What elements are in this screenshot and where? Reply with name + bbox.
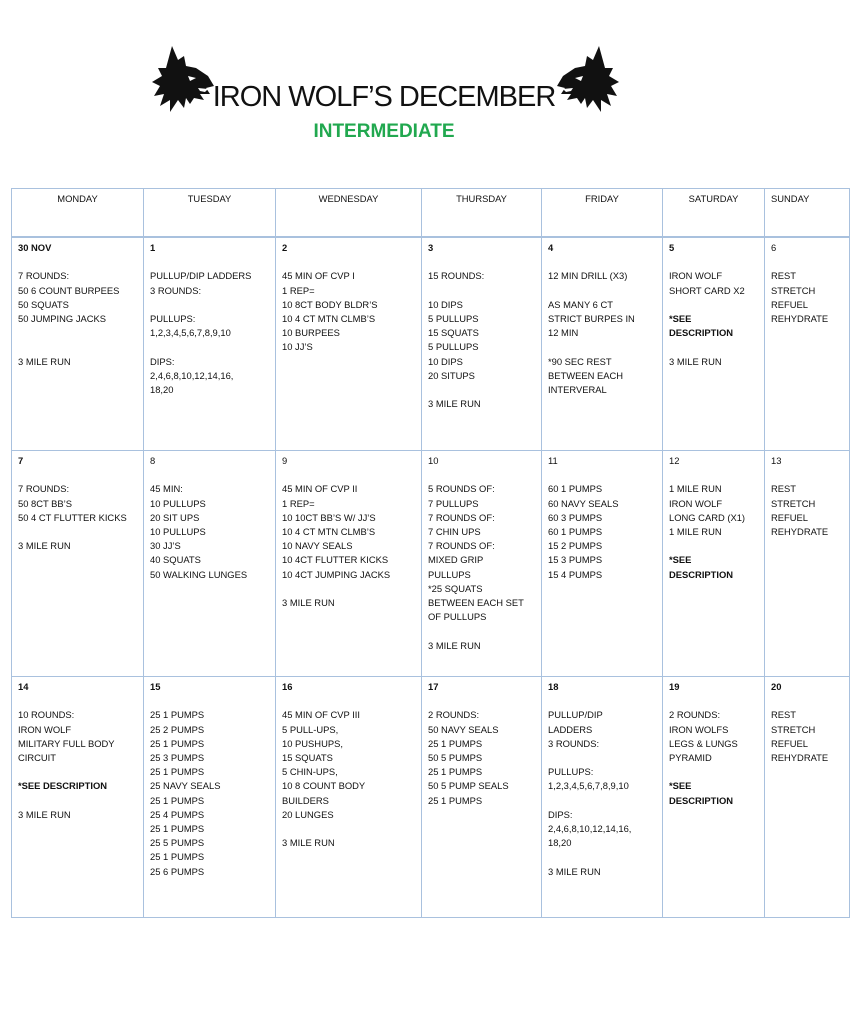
page-header (0, 0, 768, 180)
workout-line: 30 JJ’S (150, 540, 181, 552)
workout-calendar (11, 188, 850, 918)
workout-line (771, 468, 843, 482)
workout-line: PULLUP/DIP (548, 709, 603, 721)
workout-line (18, 694, 137, 708)
workout-line: 50 4 CT FLUTTER KICKS (18, 511, 127, 523)
workout-line: 10 4 CT MTN CLMB’S (282, 313, 376, 324)
workout-line: 3 MILE RUN (18, 355, 71, 367)
day-number: 12 (669, 455, 680, 466)
calendar-day-cell (276, 451, 422, 677)
workout-line: MILITARY FULL BODY (18, 737, 115, 749)
calendar-day-cell (765, 677, 850, 918)
calendar-day-cell (144, 677, 276, 918)
day-number: 14 (18, 681, 29, 692)
workout-line: 15 3 PUMPS (548, 554, 603, 566)
workout-line: PULLUPS (428, 568, 471, 580)
workout-line: DESCRIPTION (669, 327, 734, 339)
workout-line (669, 694, 758, 708)
workout-line: 10 8CT BODY BLDR’S (282, 298, 378, 310)
workout-line: 7 ROUNDS: (18, 483, 70, 495)
day-number: 2 (282, 242, 288, 253)
workout-line (771, 694, 843, 708)
workout-line: 3 MILE RUN (282, 837, 335, 849)
workout-line: 50 5 PUMPS (428, 752, 483, 763)
workout-line: 18,20 (548, 837, 572, 849)
workout-line: IRON WOLF (669, 497, 723, 509)
day-number: 8 (150, 455, 156, 466)
workout-line: REST (771, 270, 797, 282)
workout-line (548, 255, 656, 269)
workout-line: 15 4 PUMPS (548, 568, 603, 580)
workout-line: 20 SITUPS (428, 369, 475, 381)
workout-line (548, 850, 656, 864)
workout-line: REFUEL (771, 737, 808, 749)
day-number: 16 (282, 681, 293, 692)
workout-line: 10 4CT FLUTTER KICKS (282, 554, 389, 566)
workout-line (282, 468, 415, 482)
workout-line: 10 PULLUPS (150, 497, 206, 509)
workout-line: 5 CHIN-UPS, (282, 766, 338, 778)
day-number: 30 NOV (18, 242, 52, 253)
workout-line: IRON WOLF (18, 723, 72, 735)
workout-line: 25 1 PUMPS (150, 823, 205, 835)
workout-line: 50 8CT BB’S (18, 497, 73, 509)
calendar-day-cell (663, 451, 765, 677)
workout-line (428, 468, 535, 482)
workout-line: 25 1 PUMPS (150, 851, 205, 863)
workout-line: 5 PULL-UPS, (282, 723, 339, 735)
workout-line: 10 4CT JUMPING JACKS (282, 568, 391, 580)
workout-line: LADDERS (548, 723, 593, 735)
calendar-day-cell (12, 451, 144, 677)
day-number: 15 (150, 681, 161, 692)
day-number: 9 (282, 455, 288, 466)
day-number: 3 (428, 242, 434, 253)
workout-line: 15 2 PUMPS (548, 540, 603, 552)
workout-line: CIRCUIT (18, 752, 57, 763)
calendar-week-row (12, 677, 850, 918)
workout-line: 45 MIN OF CVP II (282, 483, 358, 495)
workout-line (150, 694, 269, 708)
workout-line: 50 NAVY SEALS (428, 723, 499, 735)
weekday-header: TUESDAY (144, 189, 276, 238)
workout-line: BUILDERS (282, 794, 329, 806)
workout-line: 18,20 (150, 383, 174, 395)
workout-line (282, 694, 415, 708)
workout-line: 25 1 PUMPS (150, 709, 205, 721)
workout-line: 5 PULLUPS (428, 312, 479, 324)
workout-line: REHYDRATE (771, 752, 829, 763)
workout-line: PULLUP/DIP LADDERS (150, 270, 252, 282)
workout-line: 12 MIN (548, 327, 579, 339)
workout-line: 2,4,6,8,10,12,14,16, (150, 369, 234, 381)
calendar-day-cell (542, 451, 663, 677)
workout-line: *SEE (669, 554, 692, 566)
day-number: 1 (150, 242, 156, 253)
workout-line: 1,2,3,4,5,6,7,8,9,10 (150, 327, 231, 339)
workout-line: 1 MILE RUN (669, 526, 722, 537)
workout-line: 3 MILE RUN (428, 639, 481, 651)
workout-line: 25 1 PUMPS (428, 737, 483, 749)
workout-line (669, 539, 758, 553)
workout-line: 7 ROUNDS OF: (428, 511, 495, 523)
day-number: 5 (669, 242, 675, 253)
weekday-header: WEDNESDAY (276, 189, 422, 238)
workout-line: 60 1 PUMPS (548, 483, 603, 495)
workout-line: 50 JUMPING JACKS (18, 313, 107, 324)
workout-line: 60 3 PUMPS (548, 511, 603, 523)
workout-line (18, 326, 137, 340)
workout-line: REFUEL (771, 511, 808, 523)
workout-line: 10 PUSHUPS, (282, 737, 343, 749)
workout-line (18, 468, 137, 482)
workout-line: 25 6 PUMPS (150, 865, 205, 877)
calendar-day-cell (765, 237, 850, 451)
workout-line: 7 PULLUPS (428, 497, 479, 509)
calendar-day-cell (542, 677, 663, 918)
weekday-header: MONDAY (12, 189, 144, 238)
workout-line: 15 SQUATS (282, 752, 333, 763)
workout-line: SHORT CARD X2 (669, 284, 745, 296)
workout-line: PULLUPS: (548, 766, 594, 778)
calendar-day-cell (276, 237, 422, 451)
workout-line: 10 DIPS (428, 298, 463, 310)
workout-line: 10 10CT BB’S W/ JJ’S (282, 511, 376, 523)
calendar-day-cell (276, 677, 422, 918)
workout-line: 7 ROUNDS OF: (428, 540, 495, 552)
workout-line: 45 MIN: (150, 483, 183, 495)
workout-line (282, 255, 415, 269)
workout-line (669, 468, 758, 482)
workout-line (428, 694, 535, 708)
workout-line (548, 468, 656, 482)
workout-line: 10 8 COUNT BODY (282, 780, 366, 792)
workout-line: 60 NAVY SEALS (548, 497, 619, 509)
day-number: 4 (548, 242, 554, 253)
workout-line (548, 794, 656, 808)
weekday-header: SATURDAY (663, 189, 765, 238)
workout-line (548, 751, 656, 765)
workout-line (428, 255, 535, 269)
workout-line: LONG CARD (X1) (669, 511, 746, 523)
workout-line: STRETCH (771, 284, 816, 296)
workout-line (18, 255, 137, 269)
workout-line (150, 298, 269, 312)
workout-line: STRICT BURPES IN (548, 312, 635, 324)
workout-line (428, 624, 535, 638)
workout-line: REST (771, 483, 797, 495)
workout-line: 3 ROUNDS: (548, 737, 600, 749)
workout-line: IRON WOLF (669, 270, 723, 282)
workout-line (282, 582, 415, 596)
workout-line: LEGS & LUNGS (669, 737, 738, 749)
workout-line (548, 340, 656, 354)
workout-line (428, 383, 535, 397)
workout-line: *SEE (669, 312, 692, 324)
workout-line: 45 MIN OF CVP I (282, 270, 355, 282)
workout-line: 25 3 PUMPS (150, 752, 205, 763)
workout-line: REST (771, 709, 797, 721)
workout-line: 40 SQUATS (150, 554, 201, 566)
calendar-day-cell (663, 677, 765, 918)
workout-line: *25 SQUATS (428, 582, 483, 594)
workout-line (771, 255, 843, 269)
workout-line: 2 ROUNDS: (428, 709, 480, 721)
workout-line: 3 ROUNDS: (150, 284, 202, 296)
day-number: 20 (771, 681, 782, 692)
calendar-day-cell (542, 237, 663, 451)
workout-line: PULLUPS: (150, 312, 196, 324)
workout-line (669, 765, 758, 779)
workout-line: 50 5 PUMP SEALS (428, 780, 509, 792)
workout-line: 5 ROUNDS OF: (428, 483, 495, 495)
workout-line (428, 284, 535, 298)
weekday-header: FRIDAY (542, 189, 663, 238)
day-number: 6 (771, 242, 777, 253)
day-number: 7 (18, 455, 24, 466)
workout-line: 25 1 PUMPS (150, 766, 205, 778)
page-title: IRON WOLF’S DECEMBER (212, 81, 556, 113)
workout-line (18, 340, 137, 354)
workout-line (150, 340, 269, 354)
workout-line: 10 JJ’S (282, 341, 313, 353)
workout-line: 12 MIN DRILL (X3) (548, 270, 628, 282)
workout-line: 10 BURPEES (282, 327, 340, 339)
workout-line: 25 4 PUMPS (150, 808, 205, 820)
calendar-week-row (12, 451, 850, 677)
workout-line: 20 LUNGES (282, 808, 334, 820)
workout-line: 7 ROUNDS: (18, 270, 70, 282)
workout-line: 3 MILE RUN (18, 540, 71, 552)
workout-line: AS MANY 6 CT (548, 298, 613, 310)
calendar-day-cell (12, 237, 144, 451)
calendar-day-cell (144, 451, 276, 677)
workout-line: 25 5 PUMPS (150, 837, 205, 849)
workout-line (548, 694, 656, 708)
workout-line: BETWEEN EACH (548, 369, 624, 381)
workout-line: 45 MIN OF CVP III (282, 709, 360, 721)
workout-line: 25 1 PUMPS (150, 794, 205, 806)
calendar-week-row (12, 237, 850, 451)
workout-line (150, 468, 269, 482)
workout-line: 20 SIT UPS (150, 511, 200, 523)
workout-line (282, 822, 415, 836)
workout-line: DESCRIPTION (669, 568, 734, 580)
workout-line: 60 1 PUMPS (548, 526, 603, 537)
workout-line (18, 794, 137, 808)
workout-line: *SEE DESCRIPTION (18, 780, 108, 792)
workout-line: 25 1 PUMPS (150, 737, 205, 749)
workout-line: 15 ROUNDS: (428, 270, 485, 282)
workout-line: REFUEL (771, 298, 808, 310)
workout-line: 10 ROUNDS: (18, 709, 75, 721)
weekday-header: THURSDAY (422, 189, 542, 238)
workout-line: 25 2 PUMPS (150, 723, 205, 735)
workout-line: 10 4 CT MTN CLMB’S (282, 526, 376, 537)
workout-line: 2,4,6,8,10,12,14,16, (548, 822, 632, 834)
workout-line: 3 MILE RUN (18, 808, 71, 820)
day-number: 19 (669, 681, 680, 692)
workout-line: 3 MILE RUN (548, 865, 601, 877)
workout-line: STRETCH (771, 723, 816, 735)
workout-line (669, 298, 758, 312)
workout-line: 5 PULLUPS (428, 341, 479, 353)
workout-line: 25 NAVY SEALS (150, 780, 221, 792)
weekday-header: SUNDAY (765, 189, 850, 238)
workout-line: 7 CHIN UPS (428, 526, 481, 537)
workout-line: 10 DIPS (428, 355, 463, 367)
day-number: 17 (428, 681, 439, 692)
workout-line: PYRAMID (669, 752, 712, 763)
workout-line: *90 SEC REST (548, 355, 612, 367)
workout-line: 15 SQUATS (428, 327, 479, 339)
day-number: 13 (771, 455, 782, 466)
workout-line: IRON WOLFS (669, 723, 729, 735)
workout-line: INTERVERAL (548, 383, 607, 395)
calendar-day-cell (663, 237, 765, 451)
day-number: 18 (548, 681, 559, 692)
workout-line: REHYDRATE (771, 313, 829, 324)
calendar-day-cell (144, 237, 276, 451)
workout-line: 1,2,3,4,5,6,7,8,9,10 (548, 780, 629, 792)
workout-line (669, 340, 758, 354)
workout-line (548, 284, 656, 298)
workout-line: 3 MILE RUN (282, 597, 335, 608)
workout-line: 10 PULLUPS (150, 526, 206, 537)
page-subtitle: INTERMEDIATE (313, 121, 455, 142)
workout-line (669, 255, 758, 269)
weekday-header-row (12, 189, 850, 238)
workout-line: 50 6 COUNT BURPEES (18, 284, 120, 296)
calendar-day-cell (12, 677, 144, 918)
workout-line (18, 765, 137, 779)
workout-line: BETWEEN EACH SET (428, 597, 524, 609)
workout-line: STRETCH (771, 497, 816, 509)
workout-line: OF PULLUPS (428, 611, 487, 623)
workout-line: 1 MILE RUN (669, 483, 722, 495)
workout-line: DIPS: (548, 808, 573, 820)
workout-line (18, 525, 137, 539)
workout-line: DESCRIPTION (669, 794, 734, 806)
calendar-day-cell (422, 237, 542, 451)
workout-line (150, 255, 269, 269)
workout-line: 50 SQUATS (18, 298, 69, 310)
workout-line: MIXED GRIP (428, 554, 484, 566)
workout-line: REHYDRATE (771, 526, 829, 537)
calendar-day-cell (422, 451, 542, 677)
workout-line: 3 MILE RUN (669, 355, 722, 367)
workout-line: 3 MILE RUN (428, 398, 481, 410)
workout-line: *SEE (669, 780, 692, 792)
day-number: 11 (548, 455, 558, 466)
workout-line: 25 1 PUMPS (428, 794, 483, 806)
day-number: 10 (428, 455, 439, 466)
workout-line: 10 NAVY SEALS (282, 540, 353, 552)
calendar-day-cell (422, 677, 542, 918)
workout-line: 1 REP= (282, 497, 315, 509)
workout-line: 2 ROUNDS: (669, 709, 721, 721)
workout-line: 25 1 PUMPS (428, 766, 483, 778)
workout-line: 50 WALKING LUNGES (150, 568, 248, 580)
calendar-day-cell (765, 451, 850, 677)
workout-line: 1 REP= (282, 284, 315, 296)
workout-line: DIPS: (150, 355, 175, 367)
